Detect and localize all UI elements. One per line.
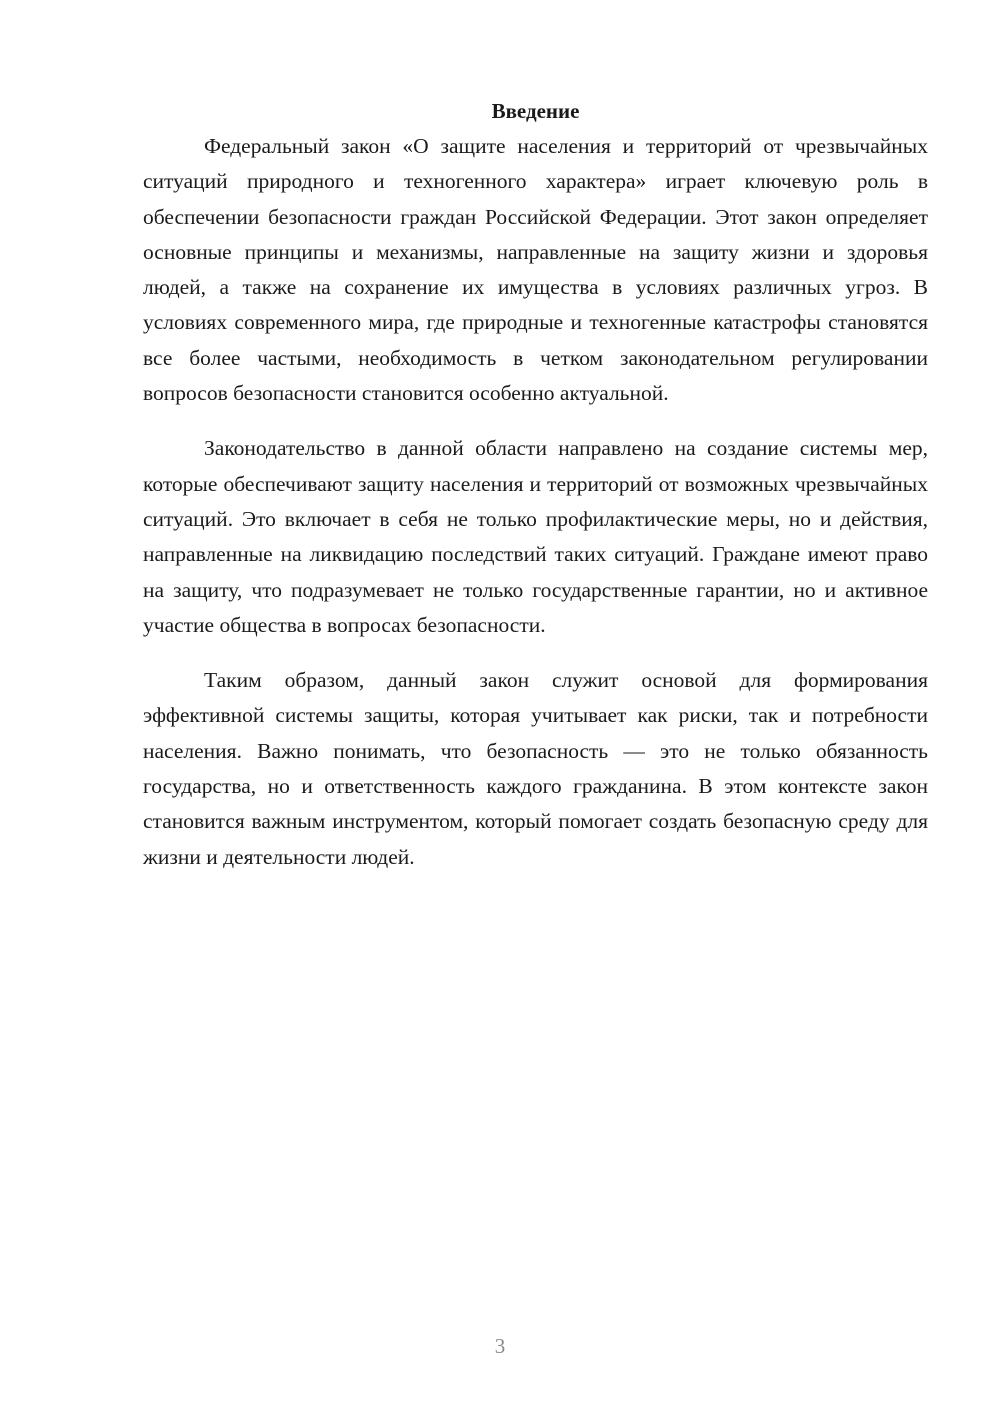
- paragraph-3: Таким образом, данный закон служит основой для формирования эффективной системы защиты, которая учитывает как риски, так и потребности населения. Важно понимать, что безопасность — это не только обязанность государства, но и ответственность каждого гражданина. В этом контексте закон становится важным инструментом, который помогает создать безопасную среду для жизни и деятельности людей.: [143, 668, 928, 869]
- paragraph-1: Федеральный закон «О защите населения и территорий от чрезвычайных ситуаций природного и техногенного характера» играет ключевую роль в обеспечении безопасности граждан Российской Федерации. Этот закон определяет основные принципы и механизмы, направленные на защиту жизни и здоровья людей, а также на сохранение их имущества в условиях различных угроз. В условиях современного мира, где природные и техногенные катастрофы становятся все более частыми, необходимость в четком законодательном регулировании вопросов безопасности становится особенно актуальной.: [143, 134, 928, 406]
- section-heading: Введение: [491, 99, 580, 123]
- page-content: [143, 94, 928, 895]
- page-number: 3: [494, 1334, 506, 1358]
- paragraph-2: Законодательство в данной области направлено на создание системы мер, которые обеспечивают защиту населения и территорий от возможных чрезвычайных ситуаций. Это включает в себя не только профилактические меры, но и действия, направленные на ликвидацию последствий таких ситуаций. Граждане имеют право на защиту, что подразумевает не только государственные гарантии, но и активное участие общества в вопросах безопасности.: [143, 436, 928, 637]
